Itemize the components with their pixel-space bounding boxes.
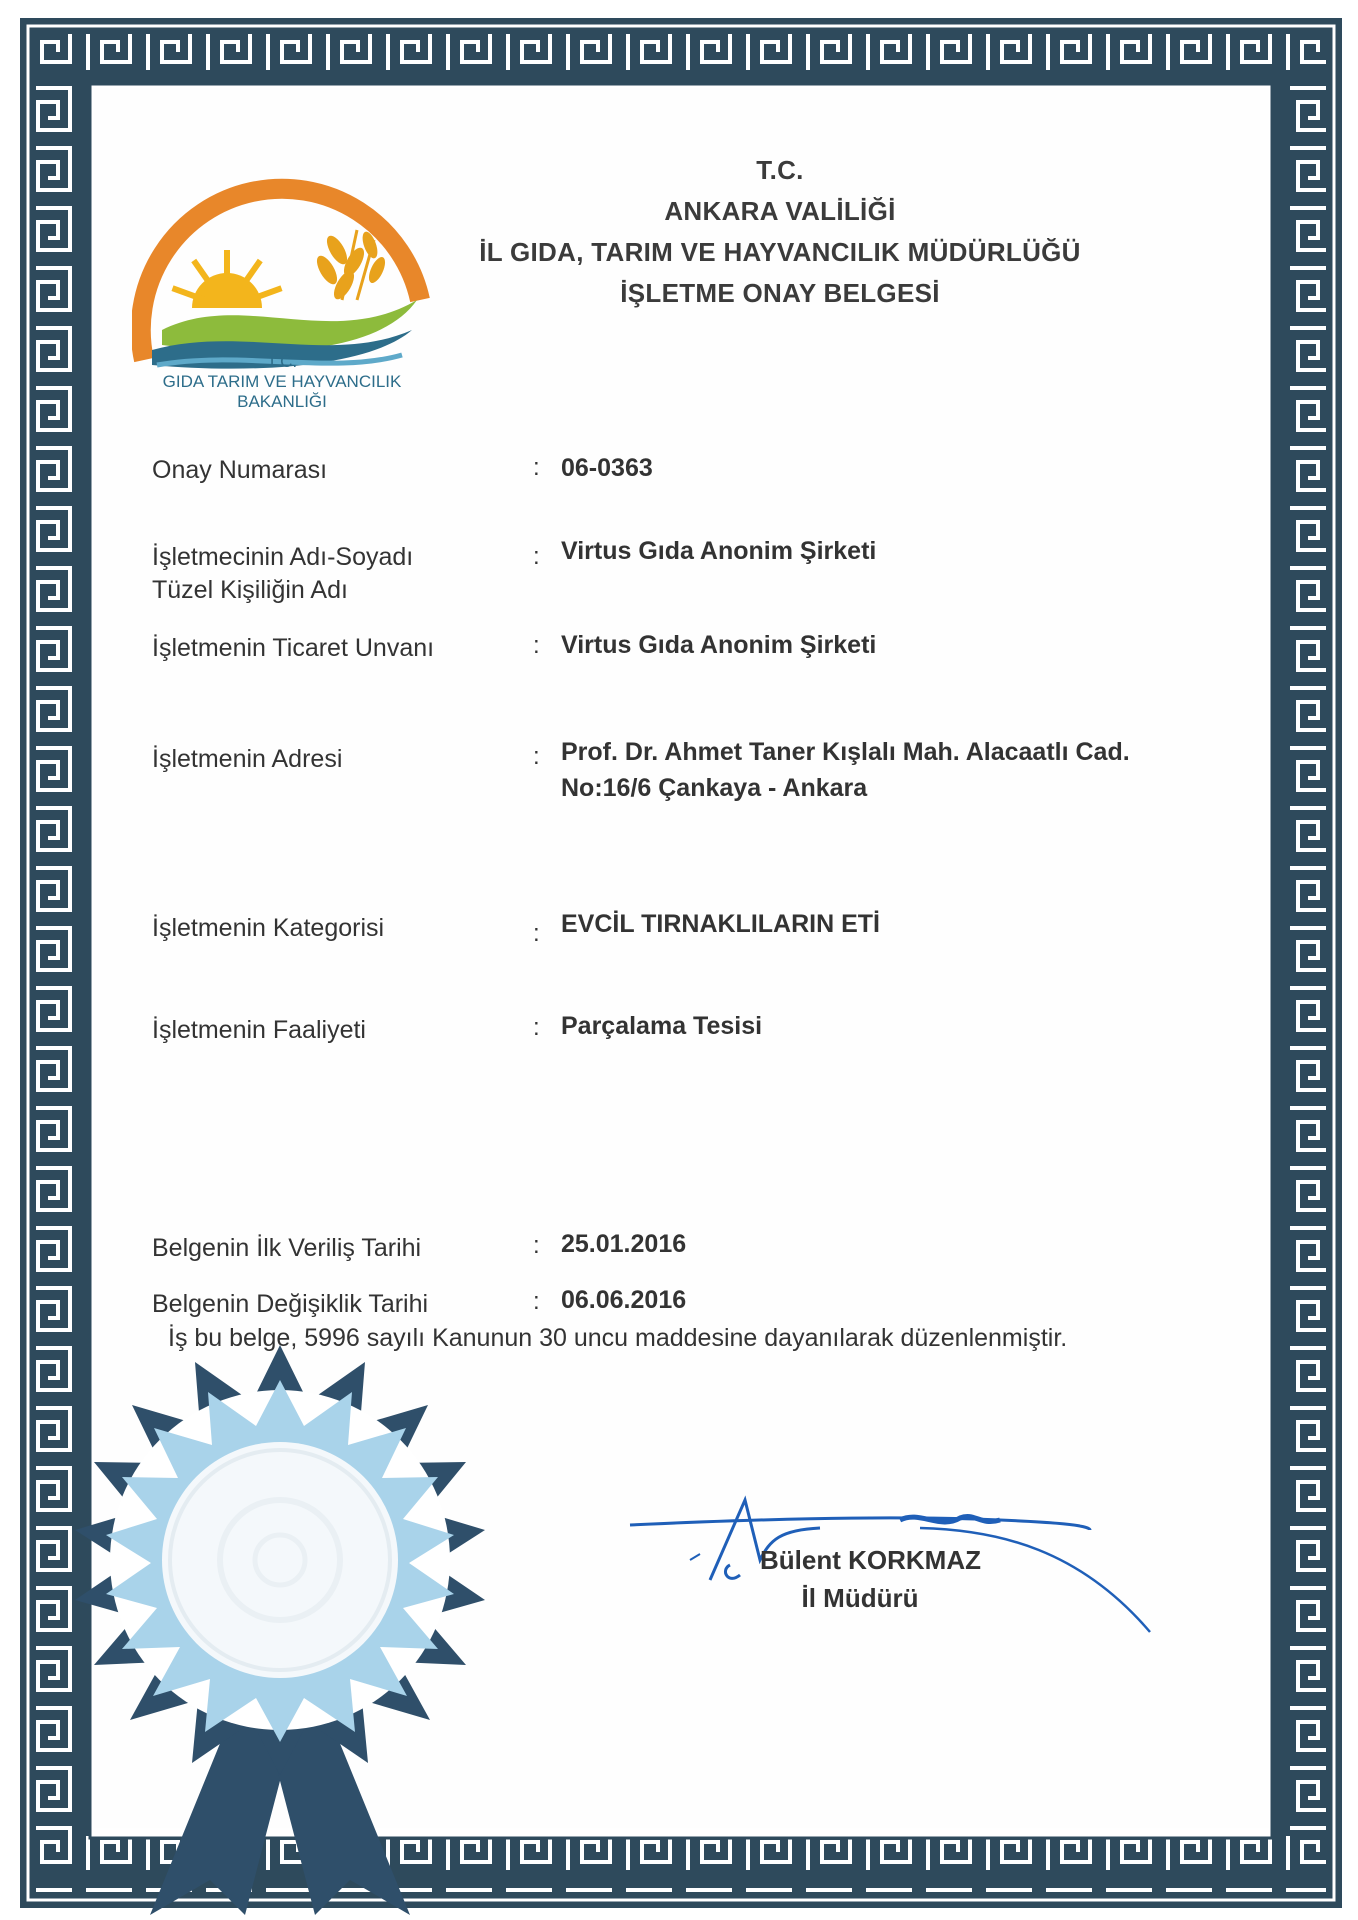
field-colon: :	[533, 1014, 540, 1041]
field-colon: :	[533, 1232, 540, 1259]
header-governorship: ANKARA VALİLİĞİ	[664, 196, 896, 226]
legal-statement: İş bu belge, 5996 sayılı Kanunun 30 uncu maddesine dayanılarak düzenlenmiştir.	[168, 1324, 1068, 1352]
field-colon: :	[533, 454, 540, 481]
header-tc: T.C.	[756, 155, 804, 185]
field-label-legal-entity: Tüzel Kişiliğin Adı	[152, 576, 348, 604]
field-value-issue-date: 25.01.2016	[561, 1230, 687, 1258]
field-label-trade-name: İşletmenin Ticaret Unvanı	[152, 634, 435, 662]
logo-line1: T.C.	[266, 352, 298, 371]
field-value-approval-number: 06-0363	[561, 454, 653, 482]
rosette-seal	[60, 1340, 500, 1920]
document-header	[440, 150, 1120, 314]
field-colon: :	[533, 1288, 540, 1315]
field-label-activity: İşletmenin Faaliyeti	[152, 1016, 366, 1044]
field-colon: :	[533, 632, 540, 659]
field-label-change-date: Belgenin Değişiklik Tarihi	[152, 1290, 429, 1318]
logo-line2: GIDA TARIM VE HAYVANCILIK	[162, 372, 402, 391]
field-value-activity: Parçalama Tesisi	[561, 1012, 763, 1040]
field-value-address-line2: No:16/6 Çankaya - Ankara	[561, 774, 868, 802]
signatory-name: Bülent KORKMAZ	[760, 1545, 981, 1575]
field-value-address-line1: Prof. Dr. Ahmet Taner Kışlalı Mah. Alacaatlı Cad.	[561, 738, 1130, 766]
field-colon: :	[533, 920, 540, 947]
field-label-operator-name: İşletmecinin Adı-Soyadı	[152, 543, 414, 571]
signatory-title: İl Müdürü	[801, 1583, 919, 1613]
field-value-change-date: 06.06.2016	[561, 1286, 687, 1314]
field-colon: :	[533, 543, 540, 570]
field-value-category: EVCİL TIRNAKLILARIN ETİ	[561, 910, 880, 938]
field-value-operator-name: Virtus Gıda Anonim Şirketi	[561, 537, 877, 565]
logo-caption	[132, 352, 432, 412]
field-value-trade-name: Virtus Gıda Anonim Şirketi	[561, 631, 877, 659]
logo-line3: BAKANLIĞI	[237, 392, 327, 411]
field-label-category: İşletmenin Kategorisi	[152, 914, 385, 942]
field-label-address: İşletmenin Adresi	[152, 745, 343, 773]
field-colon: :	[533, 743, 540, 770]
field-label-issue-date: Belgenin İlk Veriliş Tarihi	[152, 1234, 422, 1262]
header-directorate: İL GIDA, TARIM VE HAYVANCILIK MÜDÜRLÜĞÜ	[479, 237, 1081, 267]
field-label-approval-number: Onay Numarası	[152, 456, 328, 484]
document-title: İŞLETME ONAY BELGESİ	[620, 278, 940, 308]
